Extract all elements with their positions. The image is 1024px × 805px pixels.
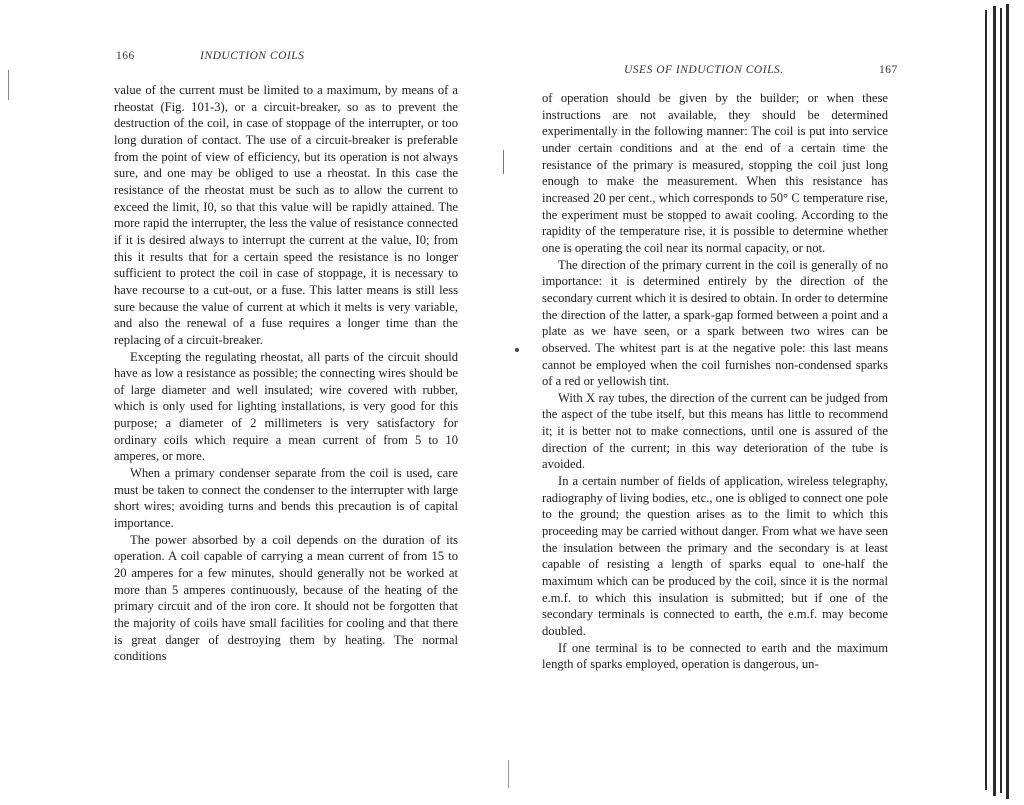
paragraph: The power absorbed by a coil depends on the duration of its operation. A coil capable of carrying a mean current of from 15 to 20 amperes for a few minutes, should generally not be worked at more than 5 amperes continuously, because of the heating of the primary circuit and of the iron core. It should not be forgotten that the majority of coils have small facilities for cooling and that there is great danger of destroying them by heating. The normal conditions — [114, 532, 458, 664]
paragraph: In a certain number of fields of application, wireless telegraphy, radiography of living bodies, etc., one is obliged to connect one pole to the ground; the question arises as to the limit to which this proceeding may be carried without danger. From what we have seen the insulation between the primary and the secondary is at least capable of resisting a length of sparks equal to one-half the maximum which can be produced by the coil, since it is the normal e.m.f. to which this insulation is submitted; but if one of the secondary terminals is connected to earth, the e.m.f. may become doubled. — [542, 474, 888, 638]
left-body-text — [114, 82, 458, 665]
left-page-number: 166 — [116, 50, 135, 62]
paragraph: value of the current must be limited to a maximum, by means of a rheostat (Fig. 101-3), or a circuit-breaker, so as to prevent the destruction of the coil, in case of stoppage of the interrupter, or too long duration of contact. The use of a circuit-breaker is preferable from the point of view of efficiency, but its operation is not always sure, and one may be obliged to use a rheostat. In this case the resistance of the rheostat must be such as to allow the current to exceed the limit, I0, so that this value will be rapidly attained. The more rapid the interrupter, the less the value of resistance connected if it is desired always to interrupt the current at the value, I0; from this it results that for a certain speed the resistance is no longer sufficient to protect the coil in case of stoppage, it is necessary to have recourse to a cut-out, or a fuse. This latter means is still less sure because the value of current at which it melts is very variable, and also the renewal of a fuse requires a longer time than the replacing of a circuit-breaker. — [114, 83, 458, 347]
book-edge-line — [1000, 8, 1002, 793]
right-page — [500, 0, 1024, 805]
paragraph: Excepting the regulating rheostat, all parts of the circuit should have as low a resistance as possible; the connecting wires should be of large diameter and well insulated; wire covered with rubber, which is only used for lighting installations, is very good for this purpose; a diameter of 2 millimeters is very satisfactory for ordinary coils which require a mean current of from 5 to 10 amperes, or more. — [114, 349, 458, 464]
right-body-text — [542, 90, 888, 673]
left-running-title: INDUCTION COILS — [200, 50, 305, 62]
right-page-number: 167 — [878, 64, 898, 76]
left-running-head — [116, 50, 304, 62]
paragraph: When a primary condenser separate from the coil is used, care must be taken to connect the condenser to the interrupter with large short wires; avoiding turns and bends this precaution is of capital importance. — [114, 466, 458, 531]
book-edge-line — [993, 6, 996, 796]
margin-speck — [515, 348, 519, 352]
gutter-mark — [508, 760, 509, 788]
left-page — [0, 0, 500, 805]
right-running-title: USES OF INDUCTION COILS. — [624, 64, 784, 76]
right-running-head — [624, 64, 898, 76]
book-edge-line — [985, 10, 987, 790]
book-edge-line — [1006, 4, 1009, 799]
paragraph: If one terminal is to be connected to earth and the maximum length of sparks employed, operation is dangerous, un- — [542, 640, 888, 672]
paragraph: of operation should be given by the builder; or when these instructions are not available, they should be determined experimentally in the following manner: The coil is put into service under certain conditions and at the end of a certain time the resistance of the primary is measured, stopping the coil just long enough to make the measurement. When this resistance has increased 20 per cent., which corresponds to 50° C temperature rise, the experiment must be stopped to await cooling. According to the rapidity of the temperature rise, it is possible to determine whether one is operating the coil near its normal capacity, or not. — [542, 91, 888, 255]
paragraph: The direction of the primary current in the coil is generally of no importance: it is determined entirely by the direction of the secondary current which it is desired to obtain. In order to determine the direction of the latter, a spark-gap formed between a point and a plate as we have seen, or a spark between two wires can be observed. The whitest part is at the negative pole: this last means cannot be employed when the coil furnishes non-condensed sparks of a red or yellowish tint. — [542, 257, 888, 389]
paragraph: With X ray tubes, the direction of the current can be judged from the aspect of the tube itself, but this means has little to recommend it; it is better not to make connections, until one is assured of the direction of the current; in this way deterioration of the tube is avoided. — [542, 390, 888, 472]
margin-mark — [8, 70, 9, 100]
gutter-mark — [503, 150, 504, 174]
